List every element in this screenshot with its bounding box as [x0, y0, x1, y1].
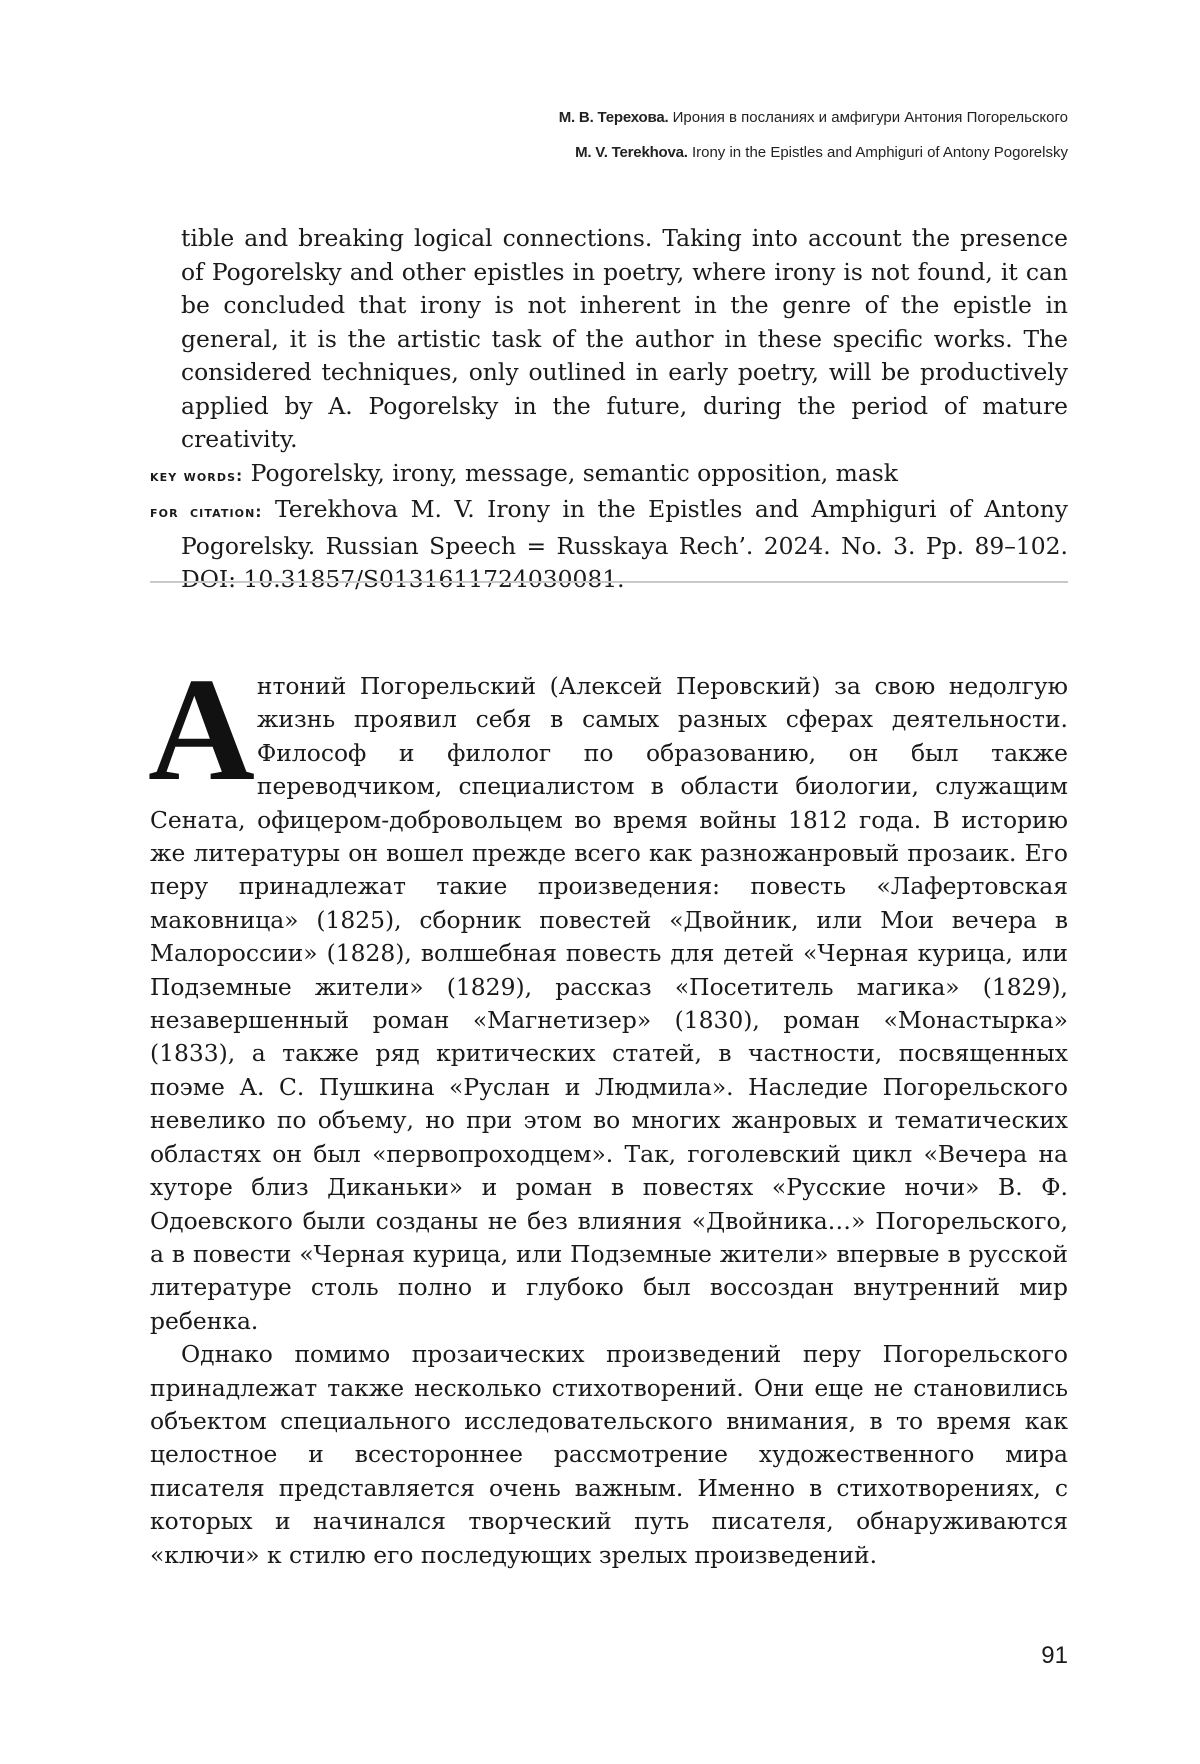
running-head — [559, 100, 1068, 170]
section-divider — [150, 581, 1068, 583]
article-body — [148, 648, 1068, 1572]
page-number: 91 — [1041, 1642, 1068, 1669]
abstract-block — [150, 222, 1068, 597]
keywords-text: Pogorelsky, irony, message, semantic opposition, mask — [250, 458, 898, 487]
running-head-ru — [559, 100, 1068, 135]
body-paragraph-1 — [148, 648, 1068, 1338]
drop-cap: А — [148, 648, 255, 812]
body-paragraph-2: Однако помимо прозаических произведений перу Погорельского принадлежат также несколько стихотворений. Они еще не становились объектом специального исследовательского внимания, в то время как целостное и всестороннее рассмотрение художественного мира писателя представляется очень важным. Именно в стихотворениях, с которых и начинался творческий путь писателя, обнаруживаются «ключи» к стилю его последующих зрелых произведений. — [150, 1340, 1068, 1569]
body-paragraph-1-text: нтоний Погорельский (Алексей Перовский) за свою недолгую жизнь проявил себя в самых разных сферах деятельности. Философ и филолог по образованию, он был также переводчиком, специалистом в области биологии, служащим Сената, офицером-добровольцем во время войны 1812 года. В историю же литературы он вошел прежде всего как разножанровый прозаик. Его перу принадлежат такие произведения: повесть «Лафертовская маковница» (1825), сборник повестей «Двойник, или Мои вечера в Малороссии» (1828), волшебная повесть для детей «Черная курица, или Подземные жители» (1829), рассказ «Посетитель магика» (1829), незавершенный роман «Магнетизер» (1830), роман «Монастырка» (1833), а также ряд критических статей, в частности, посвященных поэме А. С. Пушкина «Руслан и Людмила». Наследие Погорельского невелико по объему, но при этом во многих жанровых и тематических областях он был «первопроходцем». Так, гоголевский цикл «Вечера на хуторе близ Диканьки» и роман в повестях «Русские ночи» В. Ф. Одоевского были созданы не без влияния «Двойника…» Погорельского, а в повести «Черная курица, или Подземные жители» впервые в русской литературе столь полно и глубоко был воссоздан внутренний мир ребенка. — [150, 672, 1068, 1335]
citation-label: for citation: — [150, 503, 263, 521]
running-head-en-author: M. V. Terekhova. — [575, 144, 688, 161]
citation-text: Terekhova M. V. Irony in the Epistles and Amphiguri of Antony Pogorelsky. Russian Speech = Russkaya Rech’. 2024. No. 3. Pp. 89–102. DOI: 10.31857/S0131611724030081. — [181, 495, 1069, 593]
keywords-label: key words: — [150, 466, 244, 485]
running-head-ru-author: М. В. Терехова. — [558, 109, 669, 126]
running-head-en — [559, 135, 1068, 170]
abstract-continuation: tible and breaking logical connections. Taking into account the presence of Pogorelsky and other epistles in poetry, where irony is not found, it can be concluded that irony is not inherent in the genre of the epistle in general, it is the artistic task of the author in these specific works. The considered techniques, only outlined in early poetry, will be productively applied by A. Pogorelsky in the future, during the period of mature creativity. — [181, 224, 1068, 453]
keywords-line — [150, 457, 1068, 494]
running-head-en-title: Irony in the Epistles and Amphiguri of Antony Pogorelsky — [691, 144, 1068, 161]
running-head-ru-title: Ирония в посланиях и амфигури Антония Погорельского — [672, 109, 1068, 126]
